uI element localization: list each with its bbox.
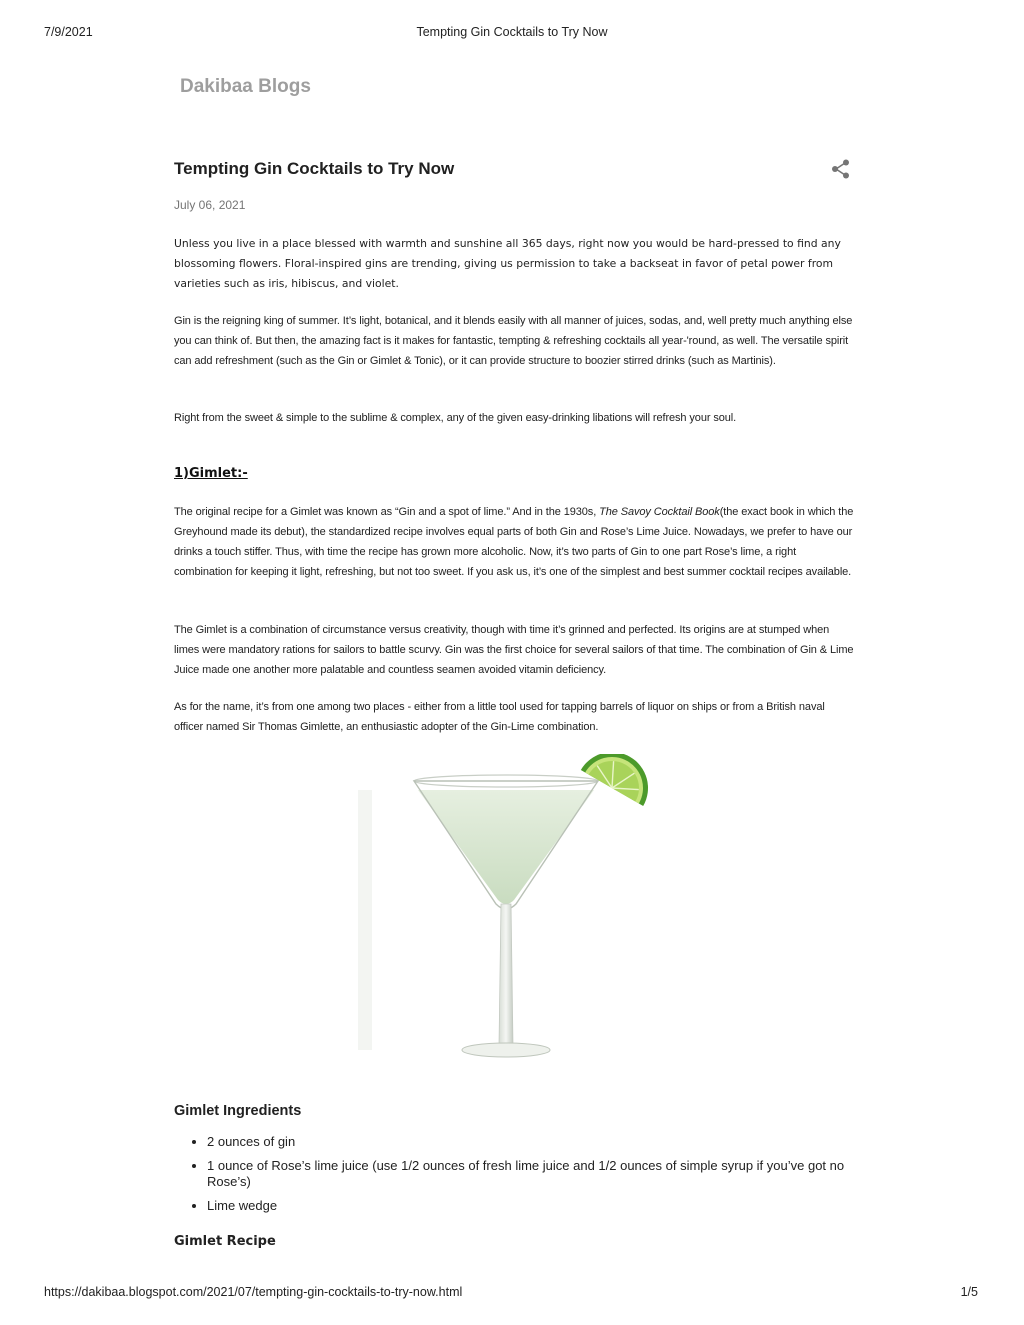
post-date: July 06, 2021 bbox=[174, 198, 246, 212]
page-url: https://dakibaa.blogspot.com/2021/07/tempting-gin-cocktails-to-try-now.html bbox=[44, 1285, 463, 1299]
list-item: • 2 ounces of gin bbox=[207, 1134, 854, 1150]
gimlet-cocktail-image bbox=[356, 754, 656, 1072]
refresh-paragraph: Right from the sweet & simple to the sublime & complex, any of the given easy-drinking libations will refresh your soul. bbox=[174, 412, 737, 424]
intro-paragraph: Unless you live in a place blessed with warmth and sunshine all 365 days, right now you would be hard-pressed to find any blossoming flowers. Floral-inspired gins are trending, giving us permission to take a backseat in favor of petal power from varieties such as iris, hibiscus, and violet. bbox=[174, 237, 841, 290]
gimlet-heading: 1)Gimlet:- bbox=[174, 466, 248, 481]
gin-summer-paragraph: Gin is the reigning king of summer. It’s light, botanical, and it blends easily with all manner of juices, sodas, and, well pretty much anything else you can think of. But then, the amazing fact is it makes for fantastic, tempting & refreshing cocktails all year-'round, as well. The versatile spirit can add refreshment (such as the Gin or Gimlet & Tonic), or it can provide structure to boozier stirred drinks (such as Martinis). bbox=[174, 315, 853, 367]
list-item: • 1 ounce of Rose’s lime juice (use 1/2 ounces of fresh lime juice and 1/2 ounces of simple syrup if you’ve got no Rose’s) bbox=[207, 1158, 854, 1190]
print-title: Tempting Gin Cocktails to Try Now bbox=[416, 25, 608, 39]
recipe-heading: Gimlet Recipe bbox=[174, 1234, 276, 1249]
gimlet-origin-paragraph: The original recipe for a Gimlet was known as “Gin and a spot of lime.” And in the 1930s, The Savoy Cocktail Book(the exact book in which the Greyhound made its debut), the standardized recipe involves equal parts of both Gin and Rose’s Lime Juice. Nowadays, we prefer to have our drinks a touch stiffer. Thus, with time the recipe has grown more alcoholic. Now, it’s two parts of Gin to one part Rose’s lime, a right combination for keeping it light, refreshing, but not too sweet. If you ask us, it’s one of the simplest and best summer cocktail recipes available. bbox=[174, 506, 854, 578]
blog-name-link[interactable]: Dakibaa Blogs bbox=[180, 76, 311, 97]
list-item: • Lime wedge bbox=[207, 1198, 854, 1214]
savoy-book-title: The Savoy Cocktail Book bbox=[599, 506, 720, 518]
ingredients-list bbox=[174, 1134, 854, 1222]
gimlet-name-paragraph: As for the name, it’s from one among two places - either from a little tool used for tapping barrels of liquor on ships or from a British naval officer named Sir Thomas Gimlette, an enthusiastic adopter of the Gin-Lime combination. bbox=[174, 701, 825, 733]
post-title: Tempting Gin Cocktails to Try Now bbox=[174, 159, 455, 178]
gimlet-history-paragraph: The Gimlet is a combination of circumstance versus creativity, though with time it’s grinned and perfected. Its origins are at stumped when limes were mandatory rations for sailors to battle scurvy. Gin was the first choice for several sailors of that time. The combination of Gin & Lime Juice made one another more palatable and countless seamen avoided vitamin deficiency. bbox=[174, 624, 854, 676]
print-date: 7/9/2021 bbox=[44, 25, 93, 39]
share-icon[interactable] bbox=[830, 158, 852, 180]
page-number: 1/5 bbox=[960, 1285, 978, 1299]
ingredients-heading: Gimlet Ingredients bbox=[174, 1103, 302, 1119]
